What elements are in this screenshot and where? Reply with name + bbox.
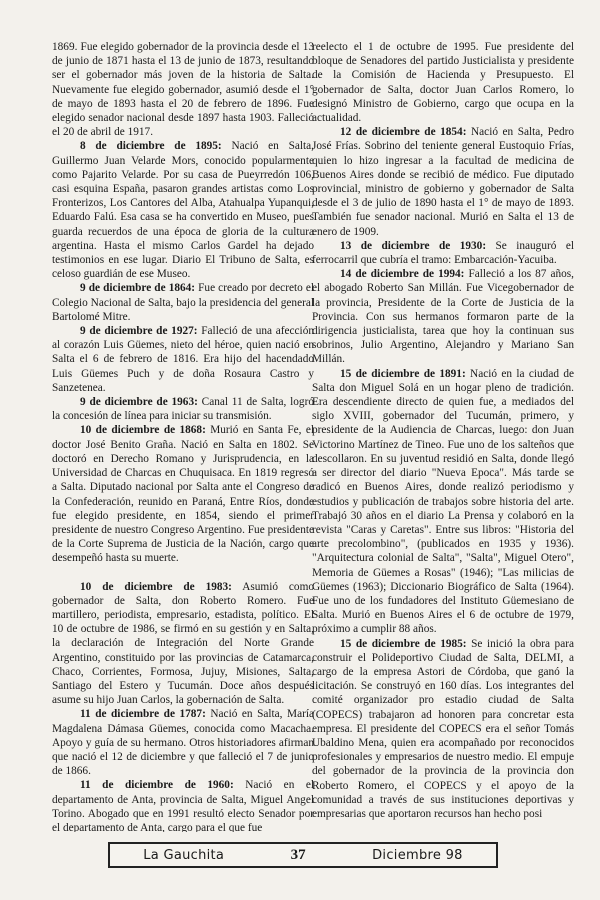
entry: [52, 580, 314, 708]
page-number: 37: [290, 846, 306, 863]
entry: [52, 324, 314, 395]
entry-text: Falleció de una afección al corazón Luis Güemes, nieto del héroe, quien nació en Salta el 6 de febrero de 1816. Era hijo del hacendado Luis Güemes Puch y de doña Rosaura Castro y Sanzetenea.: [52, 325, 314, 394]
paragraph: 1869. Fue elegido gobernador de la provincia desde el 13 de junio de 1871 hasta el 13 de junio de 1873, resultando ser el gobernador más joven de la historia de Salta. Nuevamente fue elegido gobernador, asumió desde el 1° de mayo de 1893 hasta el 20 de febrero de 1896. Fue elegido senador nacional desde 1897 hasta 1903. Falleció el 20 de abril de 1917.: [52, 41, 314, 139]
entry: [52, 395, 314, 423]
entry: [312, 637, 574, 822]
entry: [52, 707, 314, 778]
entry-text: Nació en Salta, Pedro José Frías. Sobrino del teniente general Eustoquio Frías, quien lo hizo ingresar a la facultad de medicina de Buenos Aires donde se recibió de médico. Fue diputado provincial, ministro de gobierno y gobernador de Salta desde el 3 de julio de 1890 hasta el 1° de mayo de 1893. También fue senador nacional. Murió en Salta el 13 de enero de 1909.: [312, 126, 574, 238]
entry-text: Se inició la obra para construir el Polideportivo Ciudad de Salta, DELMI, a cargo de la empresa Astori de Córdoba, que ganó la licitación. Se construyó en 160 días. Los integrantes del comité organizador pro estadio ciudad de Salta (COPECS) trabajaron ad honoren para concretar esta empresa. El presidente del COPECS era el señor Tomás Ubaldino Mena, quien era acompañado por reconocidos profesionales y empresarios de nuestro medio. El empuje del gobernador de la provincia de la provincia don Roberto Romero, el COPECS y el apoyo de la comunidad a través de sus instituciones deportivas y empresarias que aportaron recursos han hecho posi: [312, 637, 574, 820]
issue-date: Diciembre 98: [372, 847, 463, 863]
entry: [52, 778, 314, 832]
entry-date: 9 de diciembre de 1864:: [80, 282, 196, 295]
entry-date: 15 de diciembre de 1985:: [340, 637, 467, 650]
entry-text: Asumió como gobernador de Salta, don Roberto Romero. Fue martillero, periodista, empresario, estadista, político. El 10 de octubre de 1986, se firmó en su gestión y en Salta, la declaración de Integración del Norte Grande Argentino, constituido por las provincias de Catamarca, Chaco, Corrientes, Formosa, Jujuy, Misiones, Salta, Santiago del Estero y Tucumán. Doce años después asume su hijo Juan Carlos, la gobernación de Salta.: [52, 580, 314, 707]
paragraph: reelecto el 1 de octubre de 1995. Fue presidente del bloque de Senadores del partido Justicialista y presidente de la Comisión de Hacienda y Presupuesto. El gobernador de Salta, doctor Juan Carlos Romero, lo designó Ministro de Gobierno, cargo que ocupa en la actualidad.: [312, 41, 574, 125]
entry-date: 9 de diciembre de 1927:: [80, 325, 198, 338]
entry: [312, 267, 574, 366]
entry-date: 12 de diciembre de 1854:: [340, 126, 467, 139]
entry-text: Falleció a los 87 años, el abogado Roberto San Millán. Fue Vicegobernador de la provincia, Presidente de la Corte de Justicia de la Provincia. Con sus hermanos formaron parte de la dirigencia justicialista, tarea que hoy la continuan sus sobrinos, Julio Argentino, Alejandro y Mariano San Millán.: [312, 268, 574, 366]
entry-text: Nació en Salta, María Magdalena Dámasa Güemes, conocida como Macacha. Apoyo y guía de su hermano. Otros historiadores afirman que nació el 12 de diciembre y que falleció el 7 de junio de 1866.: [52, 708, 314, 778]
entry-text: Nació en la ciudad de Salta don Miguel Solá en un hogar pleno de tradición. Era descendiente directo de quien fue, a mediados del siglo XVIII, gobernador del Tucumán, primero, y presidente de la Audiencia de Charcas, luego: don Juan Victorino Martínez de Tineo. Fue uno de los salteños que descollaron. En su juventud residió en Salta, donde llegó a ser director del diario "Nueva Epoca". Más tarde se radicó en Buenos Aires, donde realizó periodismo y estudios y publicación de trabajos sobre historia del arte. Trabajó 30 años en el diario La Prensa y colaboró en la revista "Caras y Caretas". Entre sus libros: "Historia del arte precolombino", (publicados en 1935 y 1936). "Arquitectura colonial de Salta", "Salta", Miguel Otero", Memoria de Güemes a Rosas" (1946); "Las milicias de Güemes (1963); Diccionario Biográfico de Salta (1964). Fue uno de los fundadores del Instituto Güemesiano de Salta. Murió en Buenos Aires el 6 de octubre de 1979, próximo a cumplir 88 años.: [312, 367, 574, 636]
entry: [52, 423, 314, 565]
right-column: [312, 40, 574, 832]
left-column: [52, 40, 314, 832]
entry-date: 9 de diciembre de 1963:: [80, 396, 198, 409]
entry: [312, 125, 574, 239]
entry: [312, 239, 574, 267]
entry-text: Fue creado por decreto el Colegio Nacional de Salta, bajo la presidencia del general Bartolomé Mitre.: [52, 282, 314, 323]
entry-text: Nació en Salta, Guillermo Juan Velarde Mors, conocido popularmente como Pajarito Velarde. Por su casa de Pueyrredón 106, casi esquina España, pasaron grandes artistas como Los Fronterizos, Los Cantores del Alba, Atahualpa Yupanqui, Eduardo Falú. Esa casa se ha convertido en Museo, pues guarda recuerdos de una época de gloria de la cultura argentina. Hasta el mismo Carlos Gardel ha dejado testimonios en ese lugar. Diario El Tribuno de Salta, es celoso guardián de ese Museo.: [52, 140, 314, 281]
entry: [52, 139, 314, 281]
entry-text: Canal 11 de Salta, logró la concesión de línea para iniciar su transmisión.: [52, 396, 314, 423]
magazine-name: La Gauchita: [143, 847, 225, 863]
entry-date: 13 de diciembre de 1930:: [340, 239, 487, 252]
entry-date: 10 de diciembre de 1868:: [80, 424, 206, 437]
page-footer: [108, 842, 498, 868]
entry-date: 11 de diciembre de 1960:: [80, 779, 234, 792]
entry: [312, 367, 574, 637]
entry-text: Se inauguró el ferrocarril que cubría el tramo: Embarcación-Yacuiba.: [312, 239, 574, 267]
entry: [52, 281, 314, 324]
entry-date: 14 de diciembre de 1994:: [340, 268, 465, 281]
entry-date: 8 de diciembre de 1895:: [80, 140, 222, 153]
entry-text: Nació en el departamento de Anta, provincia de Salta, Miguel Angel Torino. Abogado que en 1991 resultó electo Senador por el departamento de Anta, cargo para el que fue: [52, 779, 314, 832]
entry-date: 15 de diciembre de 1891:: [340, 367, 466, 380]
entry-text: Murió en Santa Fe, el doctor José Benito Graña. Nació en Salta en 1802. Se doctoró en Derecho Romano y Jurisprudencia, en la Universidad de Charcas en Chuquisaca. En 1819 regresó a Salta. Diputado nacional por Salta ante el Congreso de la Confederación, reunido en Paraná, Entre Ríos, donde fue elegido presidente, en 1854, siendo el primer presidente de nuestro Congreso Argentino. Fue presidente de la Corte Suprema de Justicia de la Nación, cargo que desempeñó hasta su muerte.: [52, 424, 314, 565]
entry-date: 11 de diciembre de 1787:: [80, 708, 206, 721]
entry-date: 10 de diciembre de 1983:: [80, 580, 232, 593]
